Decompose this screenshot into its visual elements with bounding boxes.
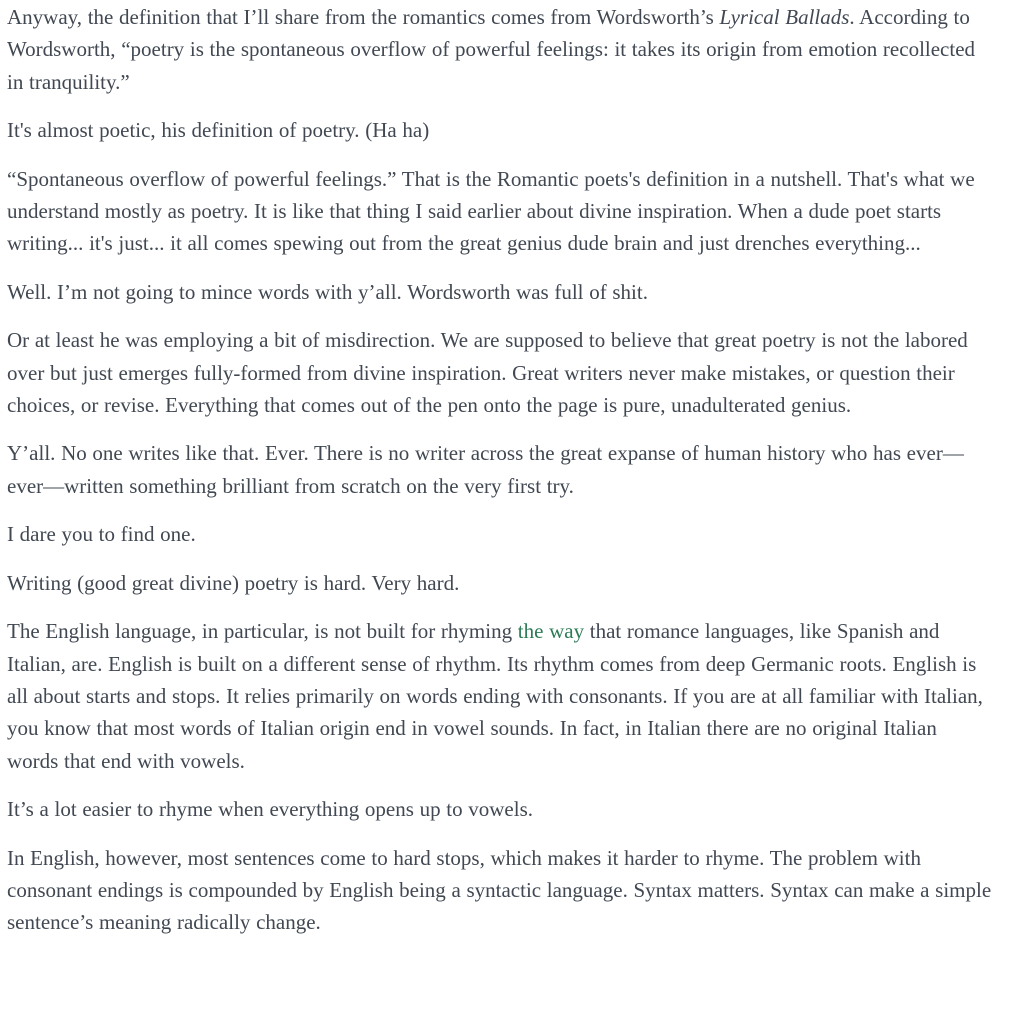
inline-link[interactable]: the way xyxy=(517,619,585,644)
paragraph xyxy=(7,437,993,502)
paragraph xyxy=(7,615,993,777)
text-run: . According to Wordsworth, “poetry is the spontaneous overflow of powerful feelings: it takes its origin from emotion recollected in tranquility.” xyxy=(7,5,976,94)
text-run: In English, however, most sentences come to hard stops, which makes it harder to rhyme. The problem with consonant endings is compounded by English being a syntactic language. Syntax matters. Syntax can make a simple sentence’s meaning radically change. xyxy=(7,845,992,935)
text-run: Or at least he was employing a bit of misdirection. We are supposed to believe that great poetry is not the labored over but just emerges fully-formed from divine inspiration. Great writers never make mistakes, or question their choices, or revise. Everything that comes out of the pen onto the page is pure, unadulterated genius. xyxy=(7,328,968,418)
text-run: It's almost poetic, his definition of poetry. (Ha ha) xyxy=(7,118,430,143)
text-run: Y’all. No one writes like that. Ever. There is no writer across the great expanse of human history who has ever—ever—written something brilliant from scratch on the very first try. xyxy=(7,441,964,498)
paragraph xyxy=(7,114,993,146)
text-run: “Spontaneous overflow of powerful feelings.” That is the Romantic poets's definition in a nutshell. That's what we understand mostly as poetry. It is like that thing I said earlier about divine inspiration. When a dude poet starts writing... it's just... it all comes spewing out from the great genius dude brain and just drenches everything... xyxy=(7,166,975,256)
text-run: I dare you to find one. xyxy=(7,522,196,547)
text-run: Anyway, the definition that I’ll share from the romantics comes from Wordsworth’s xyxy=(7,5,720,29)
text-run: Well. I’m not going to mince words with y’all. Wordsworth was full of shit. xyxy=(7,279,648,304)
paragraph xyxy=(7,518,993,550)
text-run: The English language, in particular, is not built for rhyming xyxy=(7,619,518,644)
text-run: Writing (good great divine) poetry is hard. Very hard. xyxy=(7,570,460,595)
paragraph xyxy=(7,324,993,421)
book-title: Lyrical Ballads xyxy=(719,5,850,29)
paragraph xyxy=(7,1,993,98)
text-run: It’s a lot easier to rhyme when everything opens up to vowels. xyxy=(7,797,534,822)
paragraph xyxy=(7,276,993,308)
paragraph xyxy=(7,567,993,599)
paragraph xyxy=(7,793,993,825)
paragraph xyxy=(7,163,993,260)
text-run: that romance languages, like Spanish and Italian, are. English is built on a different sense of rhythm. Its rhythm comes from deep Germanic roots. English is all about starts and stops. It relies primarily on words ending with consonants. If you are at all familiar with Italian, you know that most words of Italian origin end in vowel sounds. In fact, in Italian there are no original Italian words that end with vowels. xyxy=(7,619,983,773)
paragraph xyxy=(7,842,993,939)
